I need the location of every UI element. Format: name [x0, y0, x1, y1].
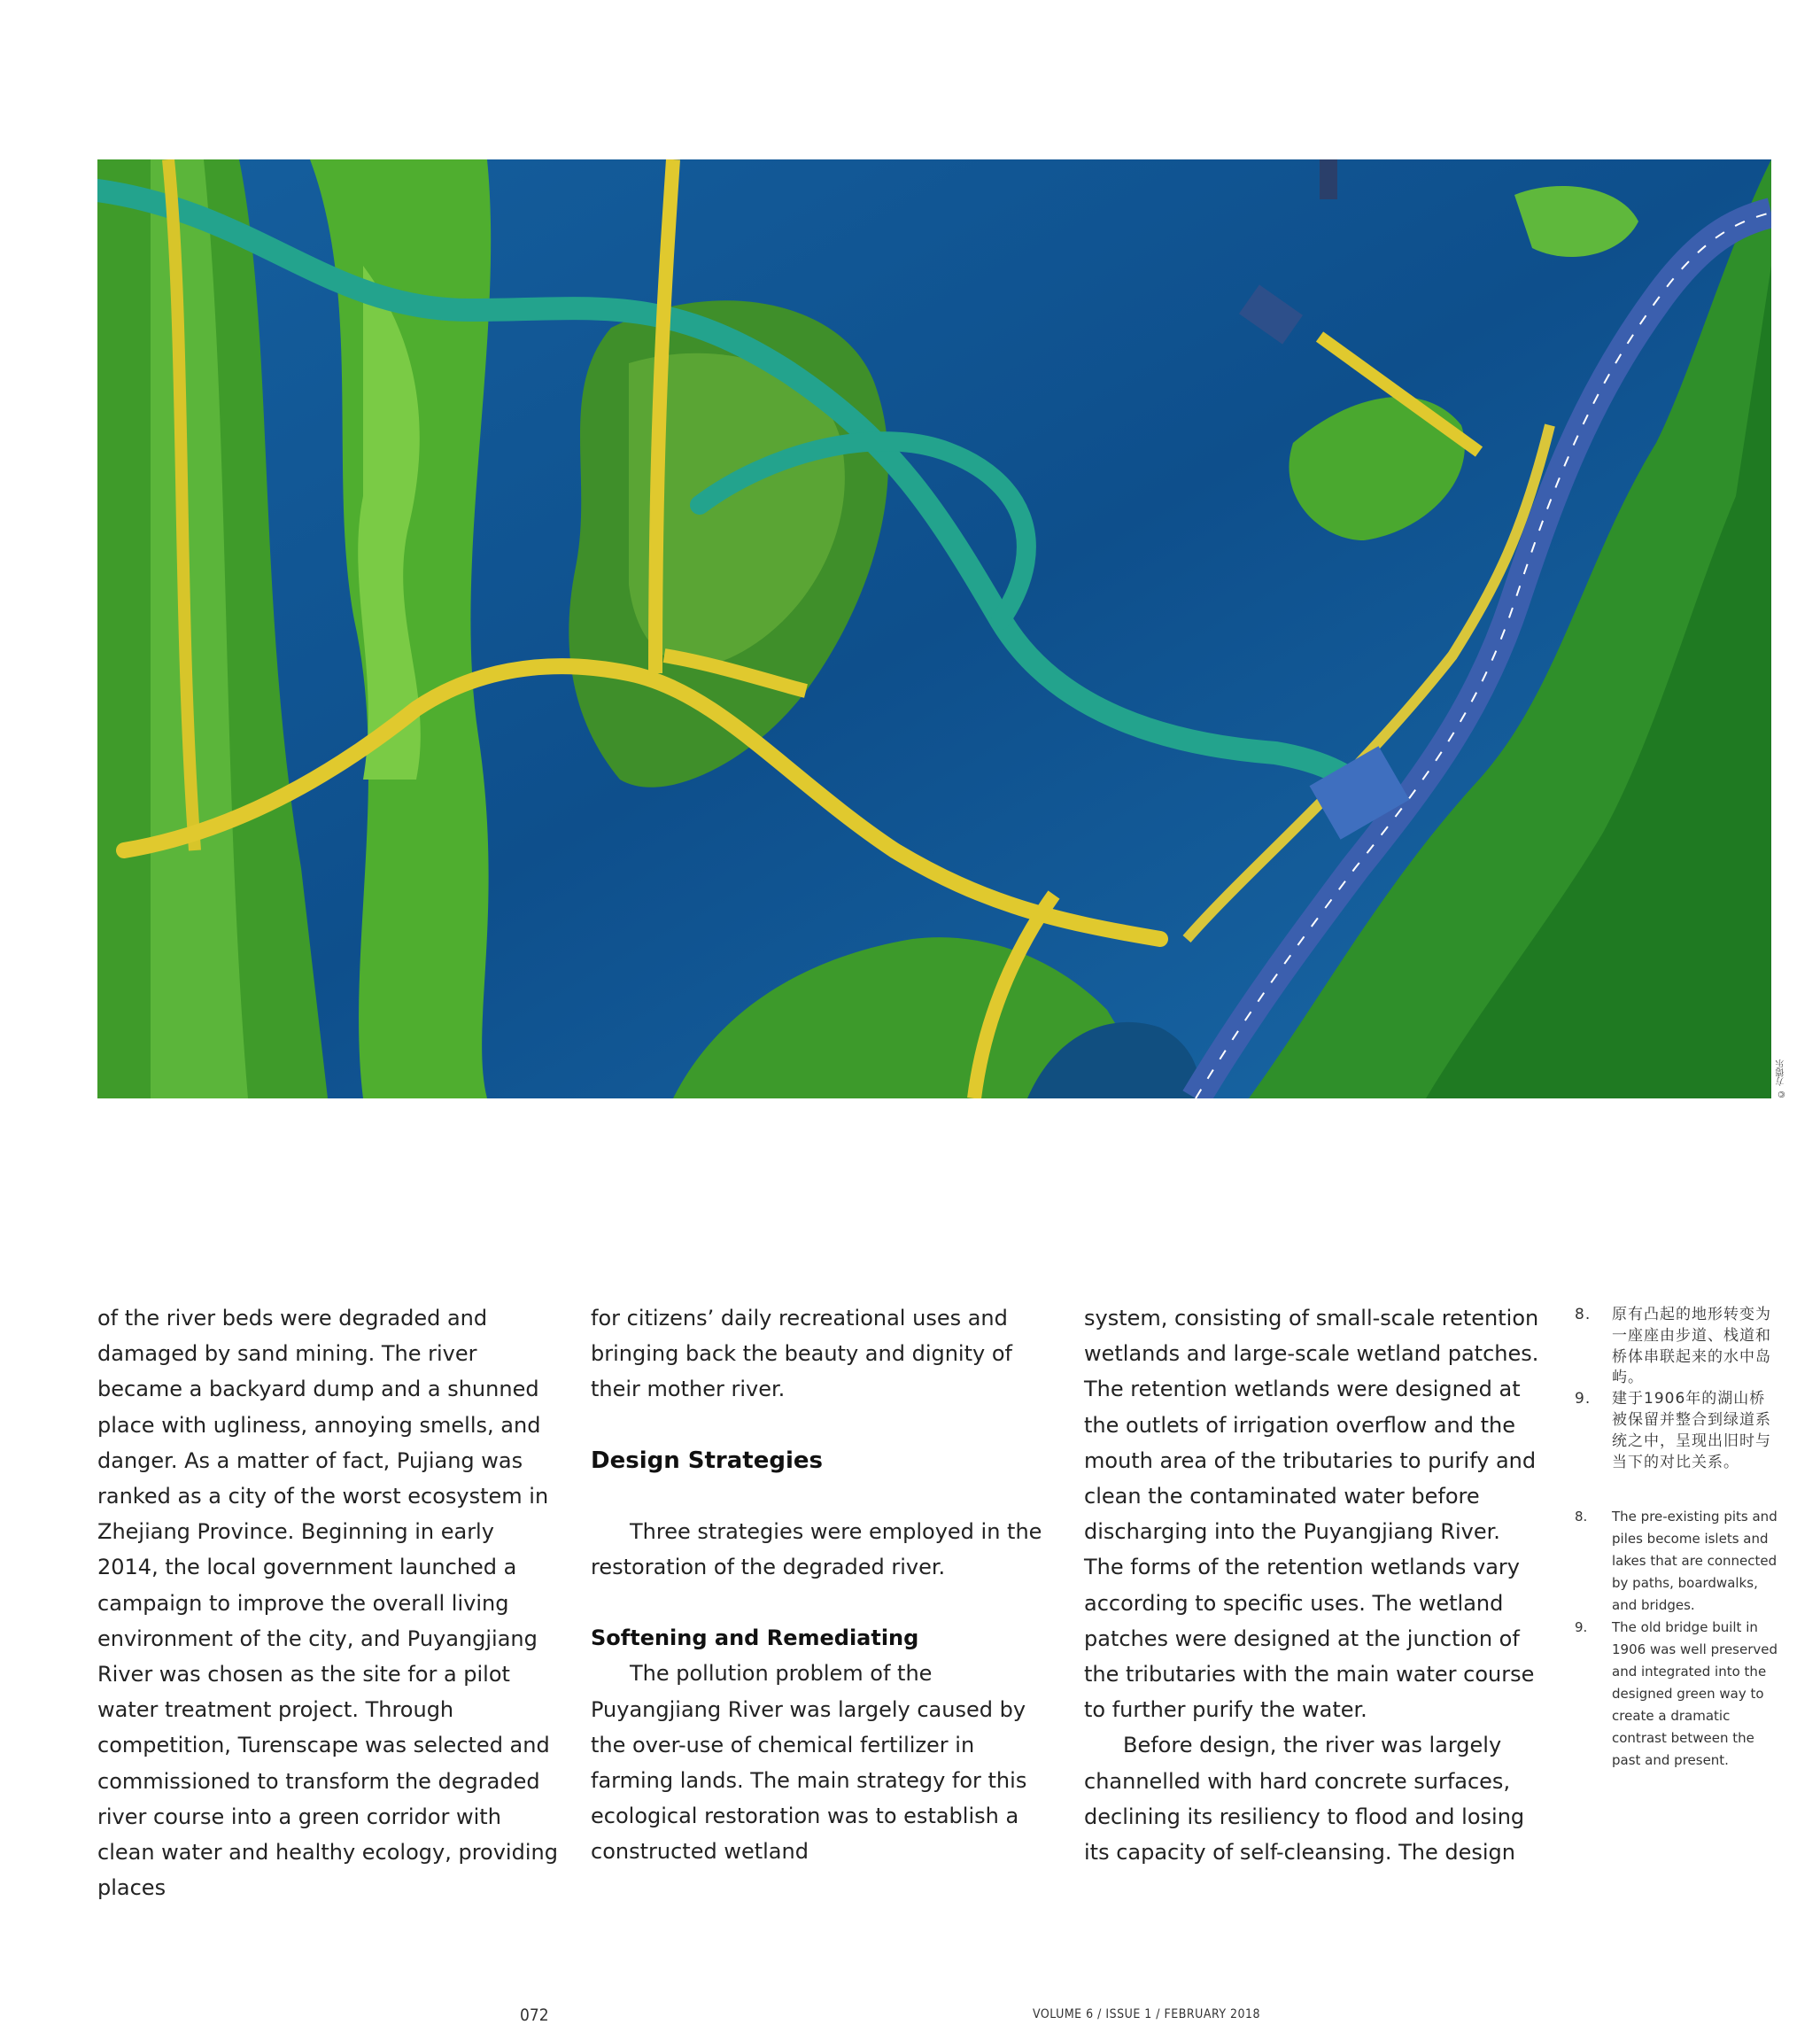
caption-number: 8.: [1575, 1306, 1592, 1323]
paragraph: Three strategies were employed in the restoration of the degraded river.: [591, 1518, 1042, 1580]
issue-info: VOLUME 6 / ISSUE 1 / FEBRUARY 2018: [1033, 2007, 1261, 2021]
paragraph: The pollution problem of the Puyangjiang River was largely caused by the over-use of chemical fertilizer in farming lands. The main strategy for this ecological restoration was to establish a constructed wetland: [591, 1661, 1027, 1865]
caption-text: The old bridge built in 1906 was well preserved and integrated into the designed green way to create a dramatic contrast between the past and present.: [1612, 1619, 1778, 1768]
caption-number: 8.: [1575, 1509, 1588, 1525]
caption-text: 原有凸起的地形转变为一座座由步道、栈道和桥体串联起来的水中岛屿。: [1612, 1306, 1771, 1387]
caption-number: 9.: [1575, 1619, 1588, 1635]
caption-item: [1575, 1305, 1778, 1389]
caption-text: The pre-existing pits and piles become islets and lakes that are connected by paths, boardwalks, and bridges.: [1612, 1509, 1777, 1613]
captions-chinese: [1575, 1305, 1778, 1473]
paragraph: Before design, the river was largely channelled with hard concrete surfaces, declining its resiliency to flood and losing its capacity of self-cleansing. The design: [1084, 1733, 1525, 1866]
text-column-1: [97, 1300, 558, 1905]
photo-credit: © 方德乐: [1777, 1059, 1786, 1098]
page-number: 072: [520, 2006, 549, 2025]
caption-number: 9.: [1575, 1390, 1592, 1408]
caption-item: [1575, 1506, 1778, 1617]
aerial-photo-illustration: [97, 159, 1771, 1098]
paragraph: system, consisting of small-scale retention wetlands and large-scale wetland patches. The retention wetlands were designed at the outlets of irrigation overflow and the mouth area of the tributaries to purify and clean the contaminated water before discharging into the Puyangjiang River. The forms of the retention wetlands vary according to specific uses. The wetland patches were designed at the junction of the tributaries with the main water course to further purify the water.: [1084, 1306, 1539, 1723]
caption-item: [1575, 1389, 1778, 1473]
subsection-heading: Softening and Remediating: [591, 1625, 919, 1651]
section-heading: Design Strategies: [591, 1447, 823, 1474]
aerial-wetland-photo: [97, 159, 1771, 1098]
caption-item: [1575, 1617, 1778, 1772]
caption-text: 建于1906年的湖山桥被保留并整合到绿道系统之中，呈现出旧时与当下的对比关系。: [1612, 1390, 1771, 1471]
paragraph: for citizens’ daily recreational uses and bringing back the beauty and dignity of their mother river.: [591, 1306, 1012, 1402]
paragraph: of the river beds were degraded and damaged by sand mining. The river became a backyard dump and a shunned place with ugliness, annoying smells, and danger. As a matter of fact, Pujiang was ranked as a city of the worst ecosystem in Zhejiang Province. Beginning in early 2014, the local government launched a campaign to improve the overall living environment of the city, and Puyangjiang River was chosen as the site for a pilot water treatment project. Through competition, Turenscape was selected and commissioned to transform the degraded river course into a green corridor with clean water and healthy ecology, providing places: [97, 1306, 558, 1901]
text-column-3: [1084, 1300, 1545, 1870]
text-column-2: [591, 1300, 1051, 1870]
captions-english: [1575, 1506, 1778, 1772]
